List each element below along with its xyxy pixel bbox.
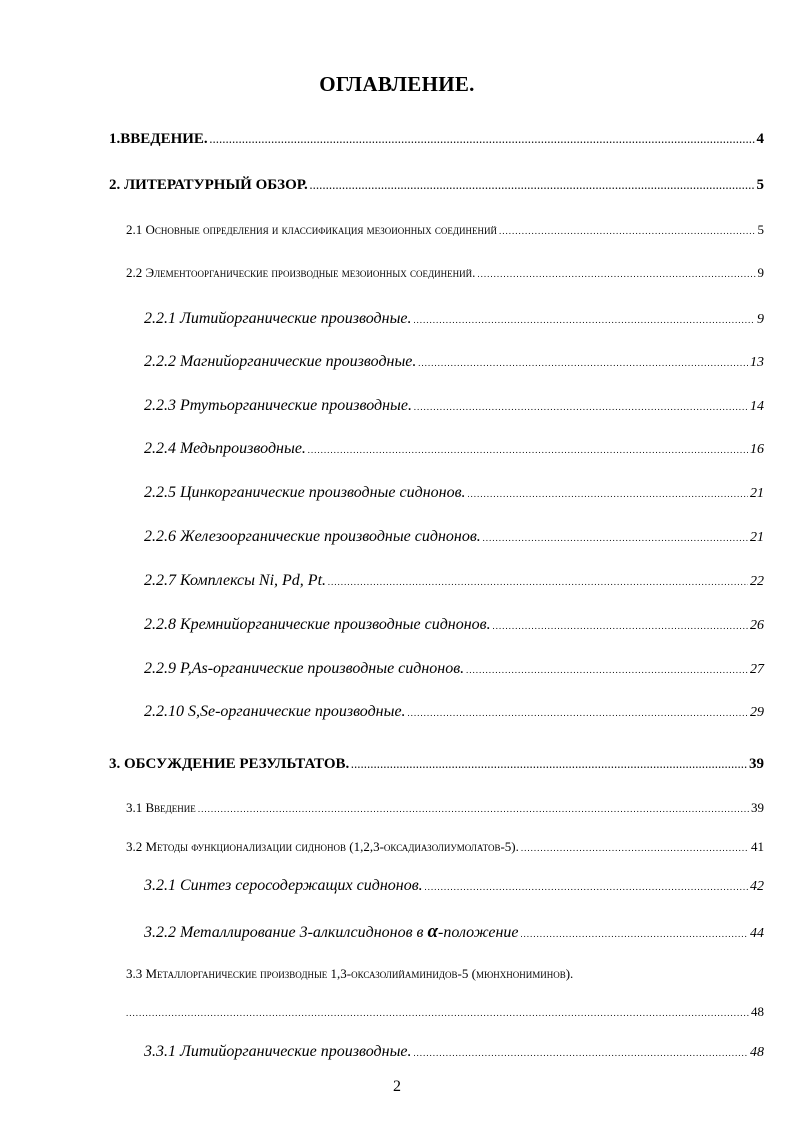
toc-entry-page: 9 <box>757 265 764 280</box>
toc-entry-page: 21 <box>750 530 764 545</box>
leader-dots <box>308 445 748 455</box>
leader-dots <box>477 269 755 279</box>
toc-entry-page: 5 <box>756 177 764 193</box>
toc-entry[interactable] <box>144 440 764 458</box>
leader-dots <box>414 315 755 325</box>
toc-entry-label-part: 3.2.2 Металлирование 3-алкилсиднонов в <box>144 924 428 941</box>
toc-entry-label: 2.2.3 Ртутьорганические производные. <box>144 397 412 414</box>
toc-entry-page: 48 <box>751 1004 764 1019</box>
toc-entry-page: 14 <box>750 399 764 414</box>
leader-dots <box>408 708 748 718</box>
toc-entry[interactable] <box>126 222 764 238</box>
toc-entry-page: 41 <box>751 839 764 854</box>
toc-entry-label: 2.2 Элементоорганические производные мезоионных соединений. <box>126 265 476 280</box>
toc-entry-label: 2.2.5 Цинкорганические производные сиднонов. <box>144 484 466 501</box>
toc-entry-page: 27 <box>750 662 764 677</box>
toc-entry-page: 39 <box>749 756 764 772</box>
toc-entry-label: 3.3 Металлорганические производные 1,3-оксазолийаминидов-5 (мюнхнониминов). <box>126 966 574 981</box>
leader-dots <box>425 882 748 892</box>
leader-dots <box>210 135 755 145</box>
toc-entry[interactable] <box>144 660 764 678</box>
toc-entry-label: 2.2.2 Магнийорганические производные. <box>144 353 417 370</box>
toc-entry[interactable] <box>144 877 764 895</box>
toc-entry-label: 3.3.1 Литийорганические производные. <box>144 1043 412 1060</box>
toc-entry-label: 2.2.10 S,Se-органические производные. <box>144 703 406 720</box>
toc-entry[interactable] <box>126 800 764 816</box>
toc-entry-page: 16 <box>750 442 764 457</box>
toc-entry-label: 2.2.7 Комплексы Ni, Pd, Pt. <box>144 572 327 589</box>
toc-entry[interactable] <box>144 703 764 721</box>
toc-entry[interactable] <box>144 397 764 415</box>
leader-dots <box>310 181 755 191</box>
toc-entry-label: 2.2.9 P,As-органические производные сиднонов. <box>144 660 465 677</box>
toc-entry-page: 48 <box>750 1045 764 1060</box>
toc-entry-page: 26 <box>750 618 764 633</box>
toc-entry[interactable] <box>109 177 764 194</box>
leader-dots <box>466 665 748 675</box>
toc-entry-label <box>144 921 519 943</box>
toc-entry[interactable] <box>144 616 764 634</box>
toc-entry[interactable] <box>109 756 764 773</box>
leader-dots <box>198 804 749 814</box>
alpha-symbol: α <box>427 921 439 942</box>
toc-entry-page: 9 <box>757 312 764 327</box>
toc-entry[interactable] <box>126 265 764 281</box>
leader-dots <box>499 226 756 236</box>
page-number: 2 <box>393 1078 401 1095</box>
leader-dots <box>468 489 748 499</box>
toc-entry[interactable] <box>126 966 764 982</box>
toc-entry-continuation[interactable] <box>126 1004 764 1020</box>
leader-dots <box>521 929 748 939</box>
toc-entry-page: 39 <box>751 800 764 815</box>
toc-entry[interactable] <box>144 310 764 328</box>
toc-entry-label-part: -положение <box>438 924 519 941</box>
leader-dots <box>126 1008 749 1018</box>
toc-entry[interactable] <box>144 353 764 371</box>
leader-dots <box>418 358 748 368</box>
toc-entry-label: 2.2.1 Литийорганические производные. <box>144 310 412 327</box>
toc-entry[interactable] <box>126 839 764 855</box>
toc-entry-page: 22 <box>750 574 764 589</box>
leader-dots <box>414 1048 748 1058</box>
toc-entry-label: 3.2.1 Синтез серосодержащих сиднонов. <box>144 877 423 894</box>
toc-entry-page: 4 <box>756 131 764 147</box>
toc-entry[interactable] <box>144 572 764 590</box>
page-title: ОГЛАВЛЕНИЕ. <box>319 72 475 96</box>
toc-entry[interactable] <box>144 528 764 546</box>
toc-entry[interactable] <box>144 484 764 502</box>
toc-entry[interactable] <box>144 921 764 943</box>
toc-entry-label: 2.2.4 Медьпроизводные. <box>144 440 306 457</box>
toc-entry-page: 42 <box>750 879 764 894</box>
toc-entry[interactable] <box>109 131 764 148</box>
leader-dots <box>521 843 749 853</box>
toc-entry-page: 13 <box>750 355 764 370</box>
leader-dots <box>351 760 747 770</box>
toc-entry-label: 3.1 Введение <box>126 800 196 815</box>
toc-entry-label: 2.1 Основные определения и классификация мезоионных соединений <box>126 222 497 237</box>
toc-entry-label: 2.2.6 Железоорганические производные сиднонов. <box>144 528 481 545</box>
leader-dots <box>414 402 748 412</box>
toc-entry-label: 3. ОБСУЖДЕНИЕ РЕЗУЛЬТАТОВ. <box>109 756 350 772</box>
leader-dots <box>483 533 748 543</box>
toc-entry-label: 3.2 Методы функционализации сиднонов (1,2,3-оксадиазолиумолатов-5). <box>126 839 519 854</box>
leader-dots <box>328 577 748 587</box>
leader-dots <box>493 621 748 631</box>
toc-entry-page: 29 <box>750 705 764 720</box>
toc-entry-page: 5 <box>757 222 764 237</box>
toc-entry-label: 1.ВВЕДЕНИЕ. <box>109 131 208 147</box>
toc-entry-page: 44 <box>750 926 764 941</box>
toc-entry[interactable] <box>144 1043 764 1061</box>
toc-entry-label: 2.2.8 Кремнийорганические производные сиднонов. <box>144 616 491 633</box>
toc-entry-label: 2. ЛИТЕРАТУРНЫЙ ОБЗОР. <box>109 177 308 193</box>
toc-entry-page: 21 <box>750 486 764 501</box>
